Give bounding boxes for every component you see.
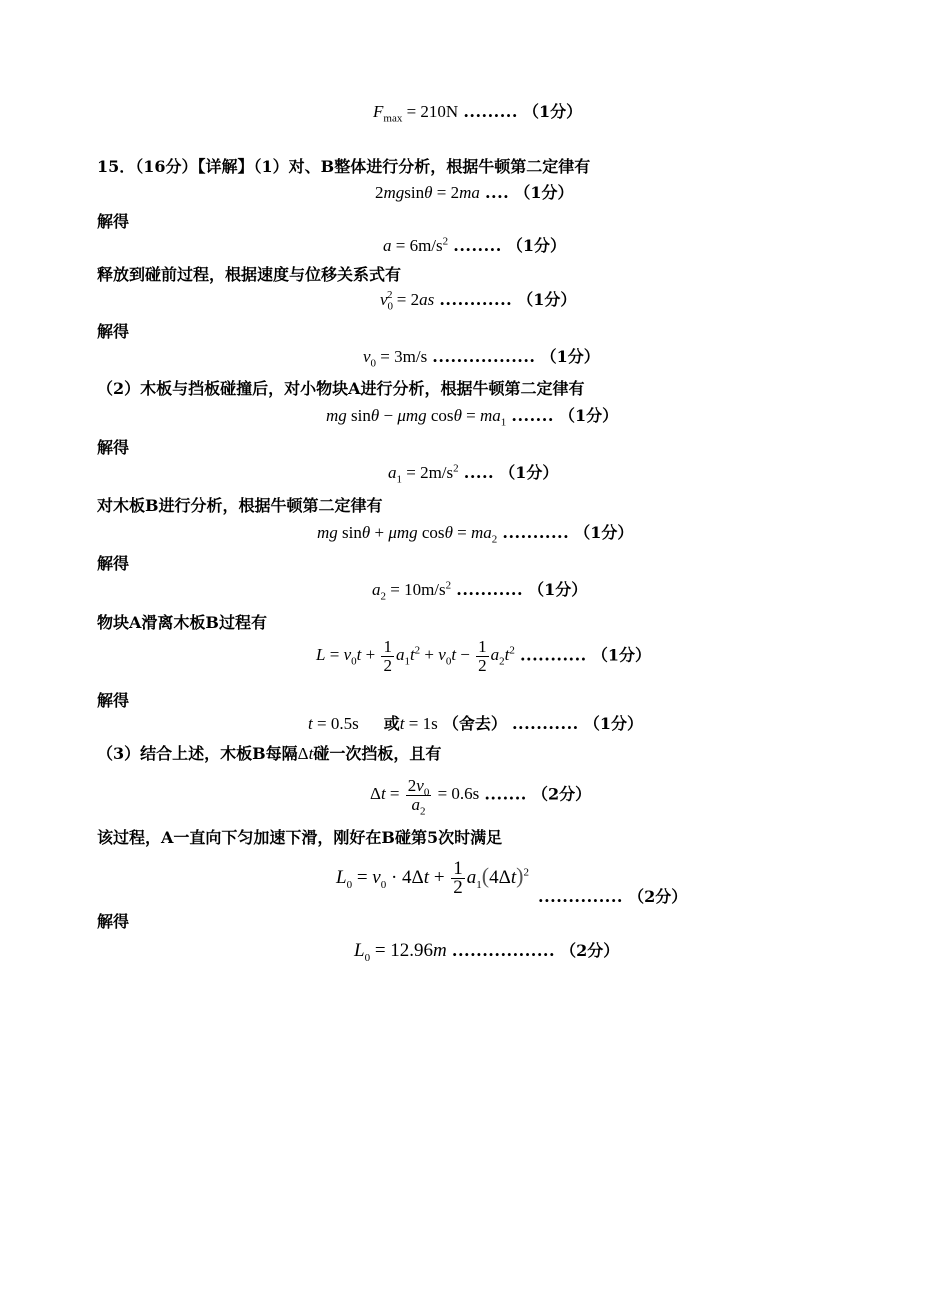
formula: $L_0 = 12.96m$ xyxy=(354,940,447,964)
formula: Δt = $\frac{2v_0}{a_2}$ = 0.6s xyxy=(370,776,480,818)
score-label: （1分） xyxy=(540,347,600,366)
paragraph-text: 该过程，A一直向下匀加速下滑，刚好在B碰第5次时满足 xyxy=(97,828,503,847)
score-label: （1分） xyxy=(523,102,583,121)
leader-dots: ....... xyxy=(511,406,554,425)
leader-dots: ........ xyxy=(453,236,502,255)
score-label: （2分） xyxy=(628,887,688,906)
formula: $v_0^2 = 2as$ xyxy=(380,289,435,313)
score-label: （1分） xyxy=(583,714,643,733)
paragraph-text: 解得 xyxy=(97,691,130,710)
formula: t = 1s xyxy=(399,714,438,733)
equation-line xyxy=(308,713,643,735)
fraction: $\frac{1}{2}$ xyxy=(453,858,463,898)
paragraph-text: 解得 xyxy=(97,322,130,341)
formula: mg sinθ + μmg $\cos\theta = ma_2$ xyxy=(317,523,498,546)
equation-line xyxy=(388,462,558,484)
leader-dots: ........... xyxy=(502,523,570,542)
equation-line xyxy=(380,289,576,311)
leader-dots: ........... xyxy=(519,645,587,665)
formula: $L_0 = v_0 \cdot 4\Delta t$ + $\frac{1}{2}$ $a_1(4\Delta t)^2$ xyxy=(336,858,529,898)
leader-dots: .... xyxy=(484,183,510,202)
leader-dots: ................. xyxy=(432,347,536,366)
formula: $v_0 = 3m/s$ xyxy=(363,347,428,370)
equation-line xyxy=(383,235,566,257)
leader-dots: ............ xyxy=(439,290,513,309)
note-discard: （舍去） xyxy=(442,714,507,733)
leader-dots: ....... xyxy=(484,784,527,804)
fraction: $\frac{1}{2}$ xyxy=(478,637,487,675)
equation-line xyxy=(375,182,573,204)
score-line xyxy=(538,886,687,908)
equation-line xyxy=(317,522,633,544)
leader-dots: ........... xyxy=(456,580,524,599)
formula: mg sinθ − μmg $\cos\theta = ma_1$ xyxy=(326,406,507,429)
score-label: （1分） xyxy=(574,523,634,542)
paragraph-text: 解得 xyxy=(97,912,130,931)
paragraph-text: 对木板B进行分析，根据牛顿第二定律有 xyxy=(97,496,383,515)
word-or: 或 xyxy=(383,714,400,733)
formula: $L = v_0t$ + $\frac{1}{2}$ $a_1t^2 + v_0t$ − $\frac{1}{2}$ $a_2t^2$ xyxy=(316,637,515,675)
equation-line xyxy=(316,638,651,675)
formula: $a_2 = 10m/s^2$ xyxy=(372,579,452,603)
leader-dots: ..... xyxy=(463,463,495,482)
leader-dots: .............. xyxy=(538,887,623,906)
score-label: （1分） xyxy=(591,645,651,665)
score-label: （2分） xyxy=(560,941,620,960)
paragraph-text: 解得 xyxy=(97,212,130,231)
paragraph-text: 15．（16分）【详解】（1）对、B整体进行分析，根据牛顿第二定律有 xyxy=(97,157,591,176)
fraction: $\frac{1}{2}$ xyxy=(383,637,392,675)
equation-line xyxy=(354,940,619,962)
equation-line xyxy=(370,776,592,818)
formula: $F_{max} = 210N$ xyxy=(373,102,459,125)
score-label: （1分） xyxy=(506,236,567,255)
score-label: （1分） xyxy=(499,463,559,482)
formula: $a_1 = 2m/s^2$ xyxy=(388,462,459,486)
formula: $a = 6m/s^2$ xyxy=(383,235,449,255)
paragraph-text: 释放到碰前过程，根据速度与位移关系式有 xyxy=(97,265,402,284)
score-label: （2分） xyxy=(531,784,592,804)
score-label: （1分） xyxy=(528,580,588,599)
equation-line xyxy=(372,579,587,601)
equation-line xyxy=(336,860,529,897)
paragraph-text: 解得 xyxy=(97,554,130,573)
formula: 2mgsinθ = 2ma xyxy=(375,183,480,202)
formula: Δt xyxy=(297,744,314,763)
score-label: （1分） xyxy=(558,406,619,425)
formula: t = 0.5s xyxy=(308,714,359,733)
paragraph-line xyxy=(97,743,441,765)
equation-line xyxy=(326,405,618,427)
equation-line xyxy=(373,101,582,123)
equation-line xyxy=(363,346,600,368)
score-label: （1分） xyxy=(514,183,574,202)
paragraph-text: 物块A滑离木板B过程有 xyxy=(97,613,267,632)
paragraph-text: 解得 xyxy=(97,438,130,457)
score-label: （1分） xyxy=(517,290,577,309)
paragraph-text: （3）结合上述，木板B每隔 xyxy=(97,744,298,763)
paragraph-text: （2）木板与挡板碰撞后，对小物块A进行分析，根据牛顿第二定律有 xyxy=(97,379,585,398)
fraction: $\frac{2v_0}{a_2}$ xyxy=(407,776,430,818)
leader-dots: ........... xyxy=(511,714,579,733)
leader-dots: ......... xyxy=(463,102,518,121)
paragraph-text: 碰一次挡板，且有 xyxy=(313,744,442,763)
leader-dots: ................. xyxy=(451,941,556,960)
